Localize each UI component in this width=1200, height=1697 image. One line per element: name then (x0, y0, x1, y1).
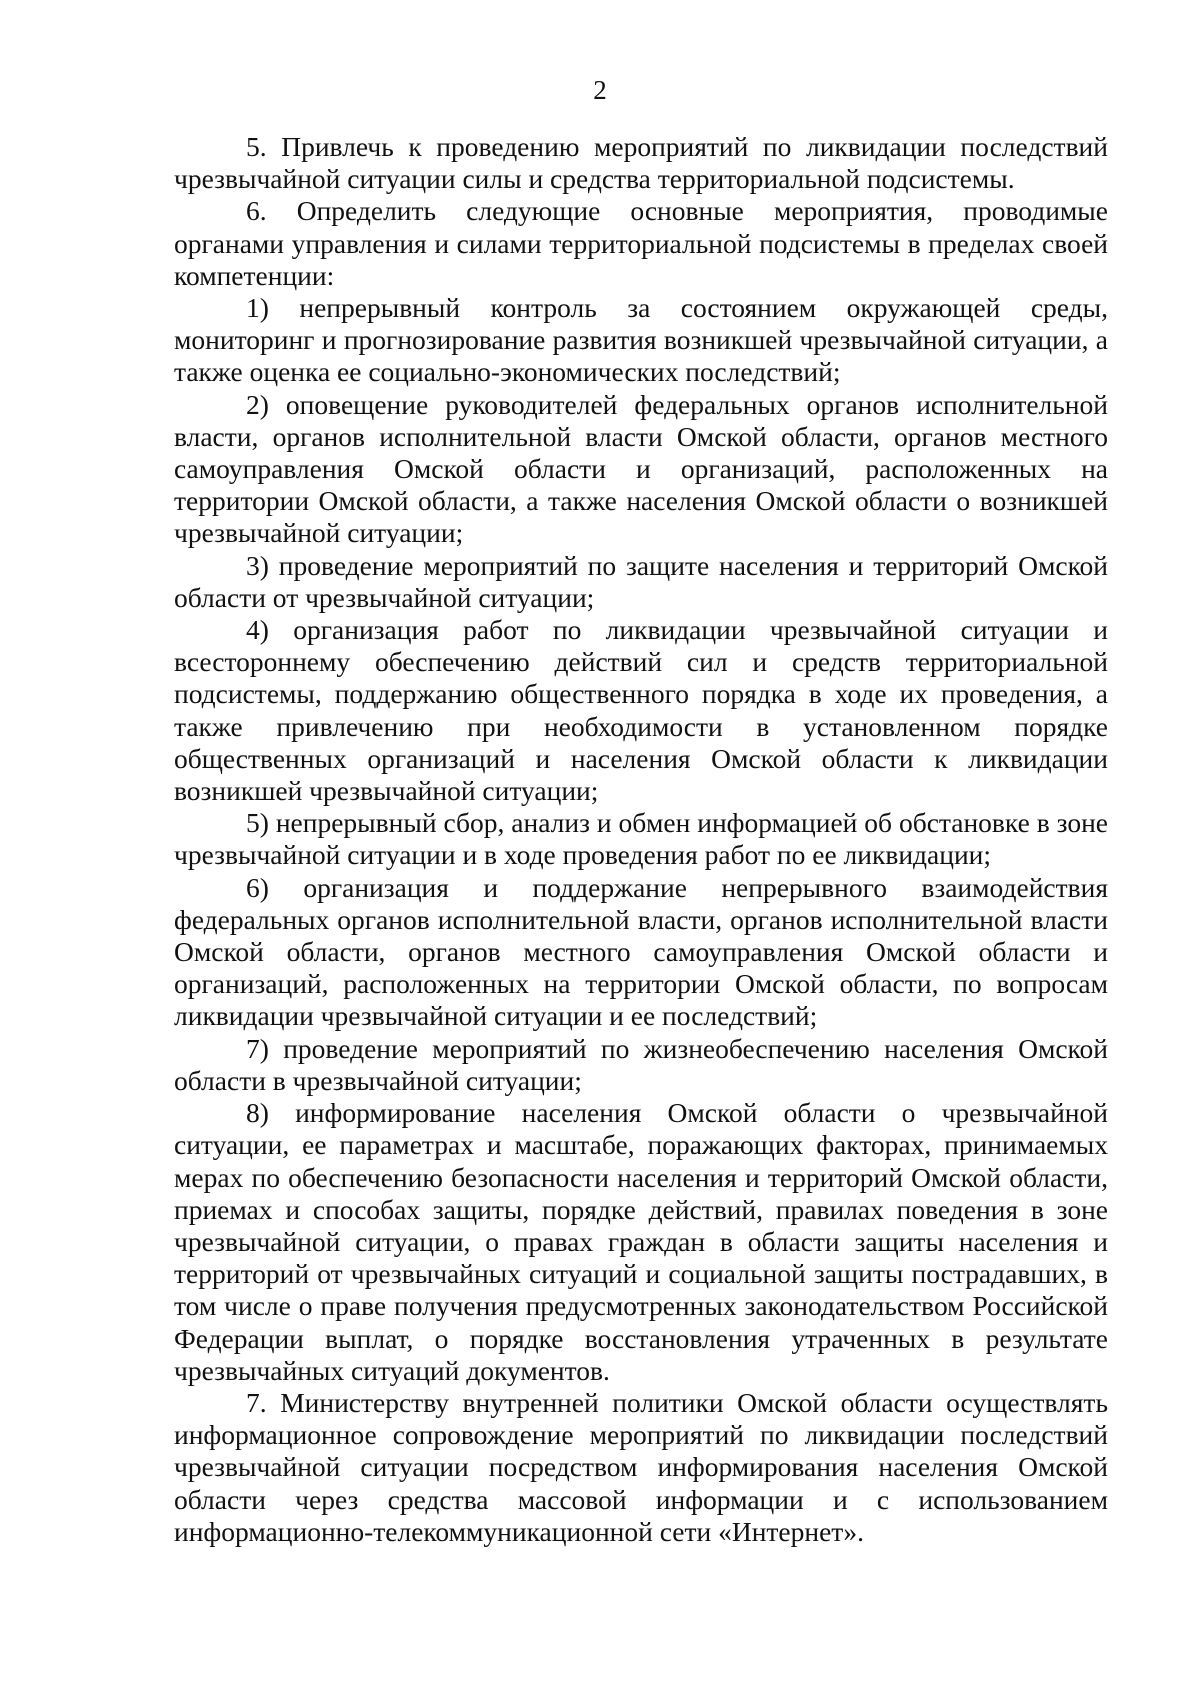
document-body (174, 131, 1108, 1548)
subitem-6-1: 1) непрерывный контроль за состоянием окружающей среды, мониторинг и прогнозирование развития возникшей чрезвычайной ситуации, а также оценка ее социально-экономических последствий; (174, 292, 1108, 388)
paragraph-item-6: 6. Определить следующие основные мероприятия, проводимые органами управления и силами территориальной подсистемы в пределах своей компетенции: (174, 195, 1108, 291)
subitem-6-5: 5) непрерывный сбор, анализ и обмен информацией об обстановке в зоне чрезвычайной ситуации и в ходе проведения работ по ее ликвидации; (174, 807, 1108, 871)
subitem-6-3: 3) проведение мероприятий по защите населения и территорий Омской области от чрезвычайной ситуации; (174, 549, 1108, 613)
page-number: 2 (593, 75, 607, 105)
paragraph-item-7: 7. Министерству внутренней политики Омской области осуществлять информационное сопровождение мероприятий по ликвидации последствий чрезвычайной ситуации посредством информирования населения Омской области через средства массовой информации и с использованием информационно-телекоммуникационной сети «Интернет». (174, 1386, 1108, 1547)
subitem-6-8: 8) информирование населения Омской области о чрезвычайной ситуации, ее параметрах и масштабе, поражающих факторах, принимаемых мерах по обеспечению безопасности населения и территорий Омской области, приемах и способах защиты, порядке действий, правилах поведения в зоне чрезвычайной ситуации, о правах граждан в области защиты населения и территорий от чрезвычайных ситуаций и социальной защиты пострадавших, в том числе о праве получения предусмотренных законодательством Российской Федерации выплат, о порядке восстановления утраченных в результате чрезвычайных ситуаций документов. (174, 1097, 1108, 1386)
subitem-6-7: 7) проведение мероприятий по жизнеобеспечению населения Омской области в чрезвычайной ситуации; (174, 1032, 1108, 1096)
subitem-6-2: 2) оповещение руководителей федеральных органов исполнительной власти, органов исполнительной власти Омской области, органов местного самоуправления Омской области и организаций, расположенных на территории Омской области, а также населения Омской области о возникшей чрезвычайной ситуации; (174, 388, 1108, 549)
subitem-6-4: 4) организация работ по ликвидации чрезвычайной ситуации и всестороннему обеспечению действий сил и средств территориальной подсистемы, поддержанию общественного порядка в ходе их проведения, а также привлечению при необходимости в установленном порядке общественных организаций и населения Омской области к ликвидации возникшей чрезвычайной ситуации; (174, 614, 1108, 807)
subitem-6-6: 6) организация и поддержание непрерывного взаимодействия федеральных органов исполнительной власти, органов исполнительной власти Омской области, органов местного самоуправления Омской области и организаций, расположенных на территории Омской области, по вопросам ликвидации чрезвычайной ситуации и ее последствий; (174, 871, 1108, 1032)
paragraph-item-5: 5. Привлечь к проведению мероприятий по ликвидации последствий чрезвычайной ситуации силы и средства территориальной подсистемы. (174, 131, 1108, 195)
